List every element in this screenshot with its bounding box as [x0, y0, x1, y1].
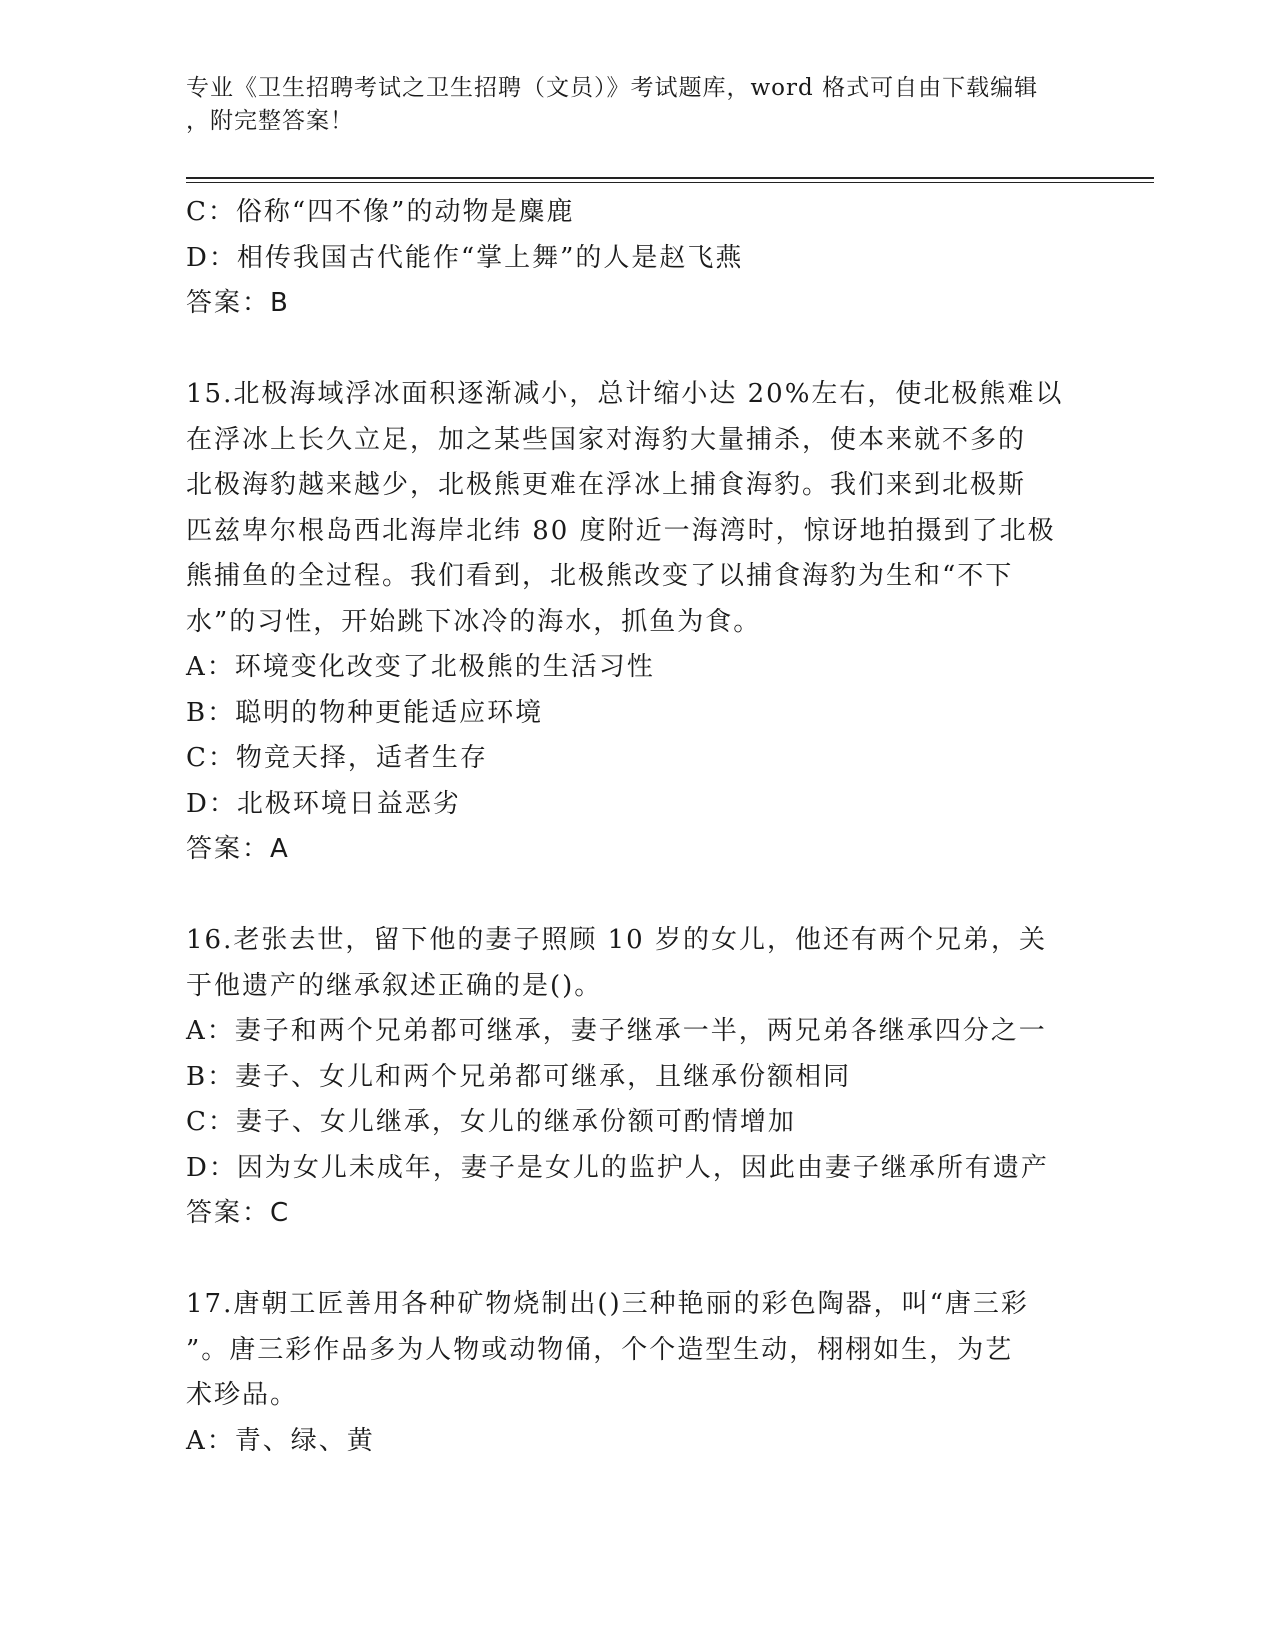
header-line-1: 专业《卫生招聘考试之卫生招聘（文员）》考试题库，word 格式可自由下载编辑 [186, 75, 1039, 101]
option-c: C：物竞天择，适者生存 [186, 743, 488, 773]
answer: 答案：B [186, 288, 290, 318]
question-14 [186, 190, 1086, 327]
spacer [186, 873, 1086, 919]
option-d: D：北极环境日益恶劣 [186, 788, 461, 819]
question-stem-line: 熊捕鱼的全过程。我们看到，北极熊改变了以捕食海豹为生和“不下 [186, 561, 1014, 591]
question-16 [186, 918, 1086, 1237]
option-b: B：妻子、女儿和两个兄弟都可继承，且继承份额相同 [186, 1061, 852, 1092]
question-15 [186, 372, 1086, 873]
spacer [186, 1237, 1086, 1283]
option-a: A：妻子和两个兄弟都可继承，妻子继承一半，两兄弟各继承四分之一 [186, 1016, 1047, 1046]
spacer [186, 327, 1086, 373]
question-stem-line: 于他遗产的继承叙述正确的是()。 [186, 970, 603, 1001]
option-b: B：聪明的物种更能适应环境 [186, 697, 544, 728]
question-stem-line: 北极海豹越来越少，北极熊更难在浮冰上捕食海豹。我们来到北极斯 [186, 470, 1027, 500]
question-stem-line: 在浮冰上长久立足，加之某些国家对海豹大量捕杀，使本来就不多的 [186, 424, 1027, 455]
question-stem-line: 术珍品。 [186, 1380, 299, 1410]
header-line-2: ，附完整答案！ [186, 108, 354, 134]
answer: 答案：C [186, 1198, 291, 1228]
document-header [186, 72, 1066, 138]
question-stem-line: 17.唐朝工匠善用各种矿物烧制出()三种艳丽的彩色陶器，叫“唐三彩 [186, 1289, 1029, 1319]
option-a: A：环境变化改变了北极熊的生活习性 [186, 652, 655, 682]
question-list [186, 190, 1086, 1464]
question-stem-line: 水”的习性，开始跳下冰冷的海水，抓鱼为食。 [186, 606, 762, 637]
question-stem-line: 匹兹卑尔根岛西北海岸北纬 80 度附近一海湾时，惊讶地拍摄到了北极 [186, 515, 1056, 546]
answer: 答案：A [186, 834, 290, 864]
question-stem-line: 16.老张去世，留下他的妻子照顾 10 岁的女儿，他还有两个兄弟，关 [186, 925, 1047, 955]
option-d: D：相传我国古代能作“掌上舞”的人是赵飞燕 [186, 242, 744, 273]
option-c: C：俗称“四不像”的动物是麋鹿 [186, 197, 575, 227]
question-17 [186, 1282, 1086, 1464]
option-c: C：妻子、女儿继承，女儿的继承份额可酌情增加 [186, 1107, 796, 1137]
option-a: A：青、绿、黄 [186, 1425, 375, 1456]
question-stem-line: ”。唐三彩作品多为人物或动物俑，个个造型生动，栩栩如生，为艺 [186, 1334, 1014, 1365]
question-stem-line: 15.北极海域浮冰面积逐渐减小，总计缩小达 20%左右，使北极熊难以 [186, 379, 1064, 409]
header-rule-thin [186, 182, 1154, 183]
header-rule-thick [186, 177, 1154, 179]
option-d: D：因为女儿未成年，妻子是女儿的监护人，因此由妻子继承所有遗产 [186, 1152, 1049, 1183]
